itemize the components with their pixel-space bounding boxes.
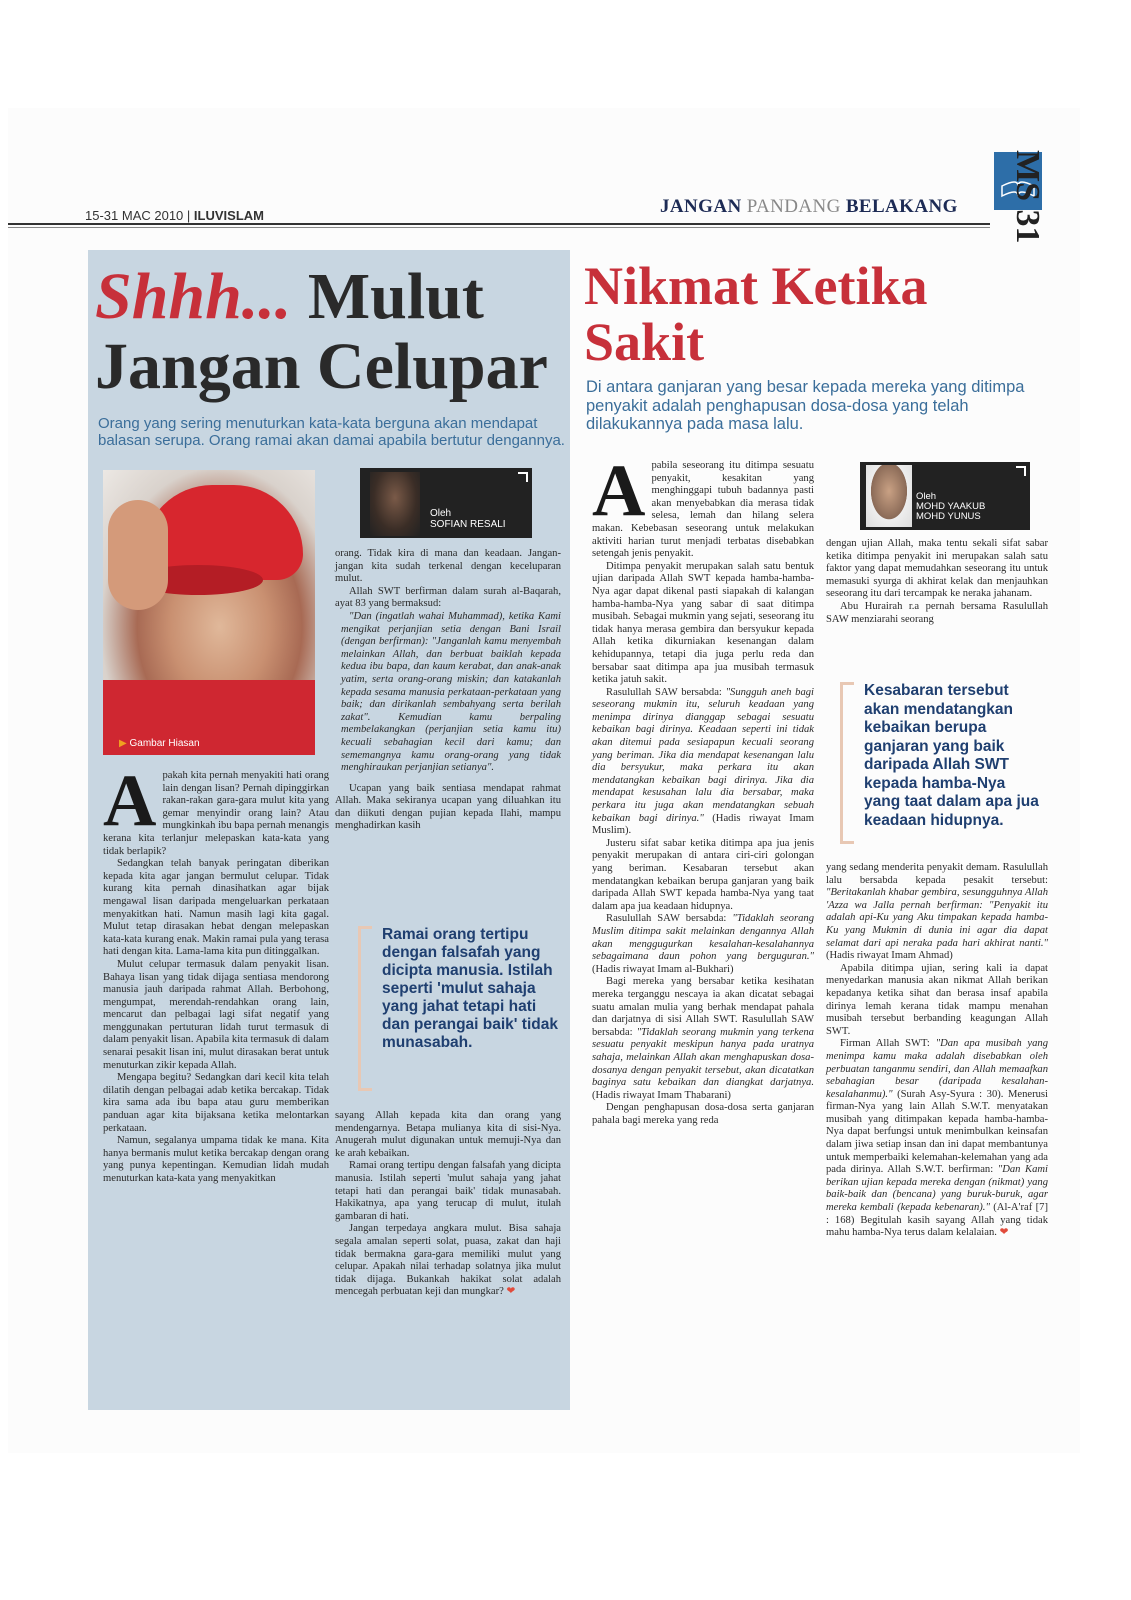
article2-para-text: pabila seseorang itu ditimpa sesuatu penyakit, kesakitan yang menghinggapi tubuh badannya pasti akan menyebabkan dia merasa tidak selesa, lemah dan hilang selera makan. Kebebasan seseorang untuk melakukan aktiviti harian turut menjadi terbatas disebabkan setengah jenis penyakit.	[592, 460, 814, 560]
para-tail: (Hadis riwayat Imam Thabarani)	[592, 1089, 731, 1101]
section-title	[660, 196, 958, 218]
article1-dropcap: A	[103, 760, 157, 842]
corner-mark-icon	[518, 472, 528, 482]
article2-lede: Di antara ganjaran yang besar kepada mereka yang ditimpa penyakit adalah penghapusan dosa-dosa yang telah dilakukannya pada masa lalu.	[586, 378, 1025, 433]
article1-para-text: Jangan terpedaya angkara mulut. Bisa sahaja segala amalan seperti solat, puasa, zakat dan haji tidak bermakna gara-gara memiliki mulut yang celupar. Apakah nilai terhadap solatnya jika mulut tidak dijaga. Bukankah hakikat solat adalah mencegah perbuatan keji dan mungkar?	[335, 1223, 561, 1298]
article2-para	[826, 1038, 1048, 1240]
hadith-quote: "Tidaklah seorang mukmin yang terkena sesuatu penyakit meskipun hanya pada uratnya sahaja, melainkan Allah akan menghapuskan dosa-dosanya dengan penyakit tersebut, akan dicatatkan baginya satu kebaikan dan diangkat darjatnya.	[592, 1026, 814, 1089]
para-tail: (Hadis riwayat Imam Ahmad)	[826, 950, 953, 962]
article2-pull-quote	[840, 682, 1045, 844]
article2-dropcap: A	[592, 450, 646, 532]
bracket-mark	[358, 926, 372, 1091]
publication-name: ILUVISLAM	[193, 208, 264, 223]
hand-shape	[108, 500, 168, 610]
article1-title-line2: Jangan Celupar	[95, 330, 548, 403]
author-name-line1: MOHD YAAKUB	[916, 501, 986, 512]
para-tail: (Al-A'raf [7] : 168) Begitulah kasih sayang Allah yang tidak mahu hamba-Nya terus dalam kelalaian.	[826, 1202, 1048, 1239]
quran-quote	[335, 611, 561, 775]
photo-caption	[119, 738, 200, 749]
article1-byline	[360, 468, 532, 538]
article1-pull-quote	[358, 926, 568, 1091]
article2-para: dengan ujian Allah, maka tentu sekali sifat sabar ketika ditimpa penyakit ini merupakan salah satu faktor yang dapat memudahkan seseorang itu untuk memasuki syurga di akhirat kelak dan menjauhkan seseorang itu dari tercampak ke neraka jahanam.	[826, 538, 1048, 600]
article2-col4-bottom	[826, 862, 1048, 1240]
pull-quote-text: Kesabaran tersebut akan mendatangkan kebaikan berupa ganjaran yang baik daripada Allah SWT kepada hamba-Nya yang taat dalam apa jua keadaan hidupnya.	[864, 682, 1039, 829]
article1-photo	[103, 470, 315, 755]
article1-col2-bottom	[335, 1110, 561, 1299]
author-name: SOFIAN RESALI	[430, 519, 506, 530]
article1-para: sayang Allah kepada kita dan orang yang mendengarnya. Betapa mulianya kita di sisi-Nya. Anugerah mulut digunakan untuk memuji-Nya dan ke arah kebaikan.	[335, 1110, 561, 1159]
article2-para: Apabila ditimpa ujian, sering kali ia dapat menyedarkan manusia akan nikmat Allah berikan kepadanya ketika sihat dan berasa insaf apabila dirinya lemah kerana tidak mampu menahan musibah tersebut berbanding keagungan Allah SWT.	[826, 962, 1048, 1037]
article2-para	[592, 976, 814, 1102]
article1-para: Sedangkan telah banyak peringatan diberikan kepada kita agar jangan bermulut celupar. Tidak kurang kita pernah dinasihatkan agar bijak mengawal lisan daripada mengeluarkan perkataan menyakitkan hati. Namun masih lagi kita gagal. Mulut tetap dirasakan hebat dengan melepaskan kata-kata kurang enak. Makin ramai pula yang terasa hati dengan kita. Lama-lama kita pun ditinggalkan.	[103, 858, 329, 958]
article2-para	[592, 450, 814, 561]
article2-title	[584, 258, 928, 370]
hadith-quote: "Sungguh aneh bagi seseorang mukmin itu, seluruh keadaan yang menimpa dirinya dianggap sebagai sesuatu kebaikan bagi dirinya. Keadaan seperti ini tidak akan ditemui pada sesiapapun kecuali seorang yang beriman. Jika dia mendapat kesenangan lalu dia bersyukur, maka perkara itu akan mendatangkan kebaikan bagi dirinya. Jika dia mendapat kesusahan lalu dia bersabar, maka perkara itu juga akan mendatangkan sebuah kebaikan bagi dirinya."	[592, 686, 814, 824]
article1-para	[335, 1223, 561, 1299]
header-separator: |	[186, 208, 191, 223]
article1-para: Namun, segalanya umpama tidak ke mana. Kita hanya bermanis mulut ketika bercakap dengan orang yang punya kepentingan. Kemudian lidah mudah menuturkan kata-kata yang menyakitkan	[103, 1135, 329, 1184]
article2-col3	[592, 450, 814, 1127]
para-tail: (Hadis riwayat Imam al-Bukhari)	[592, 963, 734, 975]
article2-para	[592, 687, 814, 838]
article1-para: Ramai orang tertipu dengan falsafah yang dicipta manusia. Istilah seperti 'mulut sahaja yang jahat tetapi hati dan perangai baik' tidak munasabah. Hakikatnya, apa yang terucap di mulut, itulah gambaran di hati.	[335, 1160, 561, 1222]
para-lead: Rasulullah SAW bersabda:	[606, 686, 726, 698]
article1-para: Allah SWT berfirman dalam surah al-Baqarah, ayat 83 yang bermaksud:	[335, 585, 561, 610]
article1-para: Mengapa begitu? Sedangkan dari kecil kita telah dilatih dengan pelbagai adab ketika bercakap. Tidak kira sama ada ibu bapa atau guru memberikan panduan agar kita bijaksana ketika melontarkan perkataan.	[103, 1072, 329, 1134]
article2-para	[592, 913, 814, 976]
quran-quote: "Dan Kami berikan ujian kepada mereka dengan (nikmat) yang baik-baik dan (bencana) yang buruk-buruk, agar mereka kembali (kepada kebenaran)."	[826, 1164, 1048, 1214]
photo-caption-text: Gambar Hiasan	[129, 738, 200, 749]
article1-para-text: pakah kita pernah menyakiti hati orang lain dengan lisan? Pernah dipinggirkan rakan-rakan gara-gara mulut kita yang gemar menyindir orang lain? Atau mungkinkah ibu bapa pernah menangis kerana kita terlanjur melepaskan kata-kata yang tidak berlapik?	[103, 770, 329, 857]
issue-date-line	[85, 208, 264, 223]
article1-lede: Orang yang sering menuturkan kata-kata berguna akan mendapat balasan serupa. Orang ramai akan damai apabila bertutur dengannya.	[98, 415, 565, 449]
article1-col1	[103, 760, 329, 1186]
hadith-quote: "Beritakanlah khabar gembira, sesungguhnya Allah 'Azza wa Jalla pernah berfirman: "Penyakit itu adalah api-Ku yang Aku timpakan kepada hamba-Ku yang Mukmin di dunia ini agar dia dapat selamat dari api neraka pada hari akhirat nanti."	[826, 887, 1048, 949]
para-lead: Rasulullah SAW bersabda:	[606, 913, 733, 925]
corner-mark-icon	[1016, 466, 1026, 476]
author-name-line2: MOHD YUNUS	[916, 511, 981, 522]
article1-para: Ucapan yang baik sentiasa mendapat rahmat Allah. Maka sekiranya ucapan yang diluahkan itu dan diikuti dengan pujian kepada Ilahi, mampu menghadirkan kasih	[335, 782, 561, 832]
para-lead: yang sedang menderita penyakit demam. Rasulullah lalu bersabda kepada pesakit tersebut:	[826, 862, 1048, 886]
quran-quote: "Dan apa musibah yang menimpa kamu maka adalah disebabkan oleh perbuatan tanganmu sendiri, dan Allah memaafkan sebahagian besar (daripada kesalahan-kesalahanmu)."	[826, 1038, 1048, 1100]
article2-col4-top	[826, 538, 1048, 626]
article1-para: orang. Tidak kira di mana dan keadaan. Jangan-jangan kita sudah terkenal dengan keceluparan mulut.	[335, 548, 561, 585]
author-photo	[866, 465, 912, 527]
end-heart-icon: ❤	[506, 1286, 516, 1298]
hadith-quote: "Tidaklah seorang Muslim ditimpa sakit melainkan dengannya Allah akan menggugurkan kesalahan-kesalahannya sebagaimana daun pohon yang berguguran."	[592, 913, 814, 963]
quran-quote-text: "Dan (ingatlah wahai Muhammad), ketika Kami mengikat perjanjian setia dengan Bani Israil (dengan berfirman): "Janganlah kamu menyembah melainkan Allah, dan berbuat baiklah kepada kedua ibu bapa, dan kaum kerabat, dan anak-anak yatim, serta orang-orang miskin; dan katakanlah kepada sesama manusia perkataan-perkataan yang baik; dan dirikanlah sembahyang serta berilah zakat". Kemudian kamu berpaling membelakangkan (perjanjian setia kamu itu) kecuali sebahagian kecil dari kamu; dan sememangnya kamu orang-orang yang tidak menghiraukan perjanjian setianya".	[341, 610, 561, 774]
byline-label: Oleh	[430, 508, 452, 519]
pull-quote-text: Ramai orang tertipu dengan falsafah yang dicipta manusia. Istilah seperti 'mulut sahaja yang jahat tetapi hati dan perangai baik' tidak munasabah.	[382, 926, 558, 1051]
article2-byline	[860, 462, 1030, 530]
para-tail: (Hadis riwayat Imam Muslim).	[592, 812, 814, 837]
caption-arrow-icon: ▶	[119, 738, 127, 749]
end-heart-icon: ❤	[999, 1227, 1009, 1239]
section-word-2: PANDANG	[746, 196, 841, 217]
section-word-3: BELAKANG	[845, 196, 958, 217]
article1-para	[103, 760, 329, 858]
header-rule	[8, 223, 990, 225]
para-lead: Bagi mereka yang bersabar ketika kesihatan mereka terganggu nescaya ia akan dicatat sebagai suatu amalan mulia yang berhak mendapat pahala dan darjatnya di sisi Allah SWT. Rasulullah SAW bersabda:	[592, 976, 814, 1038]
section-word-1: JANGAN	[660, 196, 742, 217]
header-rule-thin	[8, 227, 990, 228]
para-tail: (Surah Asy-Syura : 30). Menerusi firman-Nya yang lain Allah S.W.T. menyatakan musibah yang ditimpakan kepada hamba-hamba-Nya dapat berfungsi untuk menimbulkan keinsafan dalam jiwa setiap insan dan ini dapat membantunya untuk memperbaiki kelemahan-kelemahan yang ada pada dirinya. Allah S.W.T. berfirman:	[826, 1088, 1048, 1176]
article2-para: Ditimpa penyakit merupakan salah satu bentuk ujian daripada Allah SWT kepada hamba-hamba-Nya agar dapat dikenal pasti siapakah di kalangan hamba-hamba-Nya yang sabar di saat ditimpa musibah. Sebagai mukmin yang sejati, seseorang itu tidak hanya merasa gembira dan bersyukur kepada Allah ketika dikurniakan kesenangan dalam kehidupannya, tetapi dia juga perlu reda dan bersabar saat ditimpa apa jua musibah termasuk ketika jatuh sakit.	[592, 560, 814, 686]
author-photo	[370, 472, 420, 536]
article2-para	[826, 862, 1048, 963]
issue-date: 15-31 MAC 2010	[85, 208, 184, 223]
page-number-tag: MS 31	[1009, 150, 1046, 244]
article2-para: Justeru sifat sabar ketika ditimpa apa jua jenis penyakit merupakan di antara ciri-ciri golongan yang beriman. Kesabaran tersebut akan mendatangkan kebaikan berupa ganjaran yang baik daripada Allah SWT kepada hamba-Nya yang taat dalam apa jua keadaan hidupnya.	[592, 837, 814, 912]
article1-title-line1	[95, 262, 484, 332]
title-shhh: Shhh...	[95, 260, 292, 333]
article2-title-line2: Sakit	[584, 312, 705, 372]
para-lead: Firman Allah SWT:	[840, 1038, 936, 1050]
article1-col2-top	[335, 548, 561, 833]
article2-para: Abu Hurairah r.a pernah bersama Rasulullah SAW menziarahi seorang	[826, 600, 1048, 625]
byline-label: Oleh	[916, 491, 937, 502]
article2-title-line1: Nikmat Ketika	[584, 256, 928, 316]
article2-para: Dengan penghapusan dosa-dosa serta ganjaran pahala bagi mereka yang reda	[592, 1102, 814, 1126]
title-mulut: Mulut	[307, 260, 484, 333]
bracket-mark	[840, 682, 854, 844]
article1-para: Mulut celupar termasuk dalam penyakit lisan. Bahaya lisan yang tidak dijaga sentiasa mendorong manusia jauh daripada rahmat Allah. Berbohong, mengumpat, merendah-rendahkan orang lain, mencarut dan pelbagai lagi sifat negatif yang menggunakan pertuturan lidah turut termasuk di dalam penyakit lisan. Apabila kita termasuk di dalam senarai pesakit lisan ini, mulut dirasakan berat untuk menuturkan zikir kepada Allah.	[103, 958, 329, 1071]
